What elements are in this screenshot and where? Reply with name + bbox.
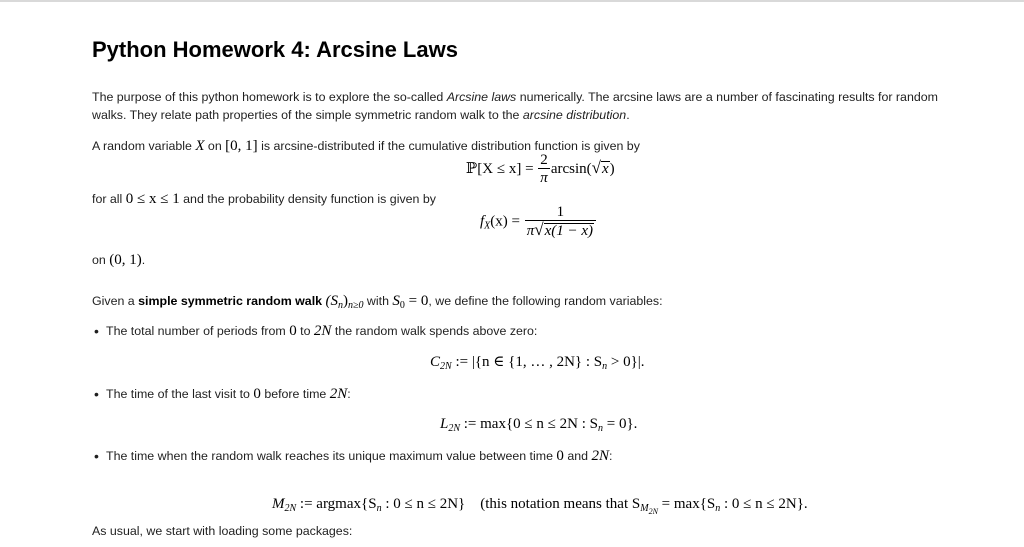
text: Given a xyxy=(92,294,139,308)
c2n-formula xyxy=(430,352,645,372)
intro-text: The purpose of this python homework is to explore the so-called xyxy=(92,90,447,104)
pdf-lhs-rest: (x) = xyxy=(490,213,524,230)
text: before time xyxy=(260,387,330,401)
pi: π xyxy=(526,223,535,239)
math: 2N xyxy=(591,448,609,464)
intro-line-1 xyxy=(92,88,938,106)
text: A random variable xyxy=(92,139,196,153)
intro-text: walks. They relate path properties of the simple symmetric random walk to the xyxy=(92,108,523,122)
list-item xyxy=(94,447,613,465)
sqrt-icon: √ xyxy=(534,220,544,239)
text: with xyxy=(363,294,393,308)
text: : xyxy=(609,449,613,463)
intro-text: . xyxy=(626,108,630,122)
bold-term: simple symmetric random walk xyxy=(138,294,323,308)
seq-sub: n xyxy=(337,300,343,311)
rest: : 0 ≤ n ≤ 2N} xyxy=(381,496,466,512)
sub: M xyxy=(640,503,649,514)
sub: n xyxy=(715,503,721,514)
intro-text: numerically. The arcsine laws are a number of fascinating results for random xyxy=(516,90,938,104)
text: and xyxy=(563,449,592,463)
text: . xyxy=(141,253,146,267)
text: is arcsine-distributed if the cumulative distribution function is given by xyxy=(257,139,640,153)
seq-index: n≥0 xyxy=(347,300,364,311)
text: The time when the random walk reaches its unique maximum value between time xyxy=(106,449,557,463)
math-var-x: X xyxy=(195,138,205,154)
pdf-sub: X xyxy=(484,220,491,232)
close-paren: ) xyxy=(609,160,615,177)
sub: n xyxy=(376,503,382,514)
sub: 2N xyxy=(284,503,297,514)
note: (this notation means that S xyxy=(465,496,641,512)
sqrt-icon: √ xyxy=(591,157,601,177)
for-all-line xyxy=(92,190,436,208)
sym: M xyxy=(272,496,285,512)
arcsin-func: arcsin( xyxy=(550,160,592,177)
seq: (S xyxy=(325,293,338,309)
emphasis-arcsine-laws: Arcsine laws xyxy=(446,90,517,104)
math: 0 xyxy=(289,323,297,339)
sub: 2N xyxy=(448,423,461,434)
note-sub xyxy=(640,503,658,514)
text: The time of the last visit to xyxy=(106,387,254,401)
list-item xyxy=(94,385,351,403)
seq-close: ) xyxy=(342,293,348,309)
s-sub: 0 xyxy=(399,300,405,311)
l2n-formula xyxy=(440,416,637,434)
on-interval-line xyxy=(92,251,145,269)
fraction xyxy=(538,152,550,187)
math-sequence xyxy=(325,293,363,309)
math: 2N xyxy=(313,323,332,339)
sqrt-arg: x xyxy=(601,160,609,177)
sub: 2N xyxy=(440,361,452,372)
sub: n xyxy=(602,361,608,372)
text: on xyxy=(204,139,226,153)
cdf-lhs: ℙ[X ≤ x] = xyxy=(466,160,538,177)
intro-line-2 xyxy=(92,106,630,124)
cdf-formula xyxy=(466,152,615,187)
top-divider xyxy=(0,0,1024,2)
text: the random walk spends above zero: xyxy=(331,324,538,338)
math: 0 xyxy=(556,448,564,464)
text: The total number of periods from xyxy=(106,324,290,338)
bullet-icon: • xyxy=(94,386,99,402)
sqrt-arg: x(1 − x) xyxy=(544,223,594,239)
text: and the probability density function is given by xyxy=(179,192,436,206)
text: on xyxy=(92,253,110,267)
math: 2N xyxy=(329,386,348,402)
sym: C xyxy=(430,354,441,370)
rest: = 0}. xyxy=(602,416,638,432)
bullet-icon: • xyxy=(94,323,99,339)
text: : xyxy=(347,387,351,401)
rest: > 0}|. xyxy=(607,354,645,370)
math-initial xyxy=(392,293,428,309)
rest: := |{n ∈ {1, … , 2N} : S xyxy=(451,354,603,370)
math-range: 0 ≤ x ≤ 1 xyxy=(125,191,180,207)
s: S xyxy=(392,293,400,309)
pdf-f: f xyxy=(480,213,485,230)
math-interval: [0, 1] xyxy=(225,138,258,154)
text: to xyxy=(296,324,314,338)
sym: L xyxy=(440,416,449,432)
sub: n xyxy=(597,423,603,434)
note: = max{S xyxy=(657,496,716,512)
random-walk-line xyxy=(92,292,663,315)
list-item xyxy=(94,322,538,340)
numerator: 1 xyxy=(525,204,596,221)
bullet-icon: • xyxy=(94,448,99,464)
text: for all xyxy=(92,192,126,206)
emphasis-arcsine-distribution: arcsine distribution xyxy=(522,108,627,122)
subsub: 2N xyxy=(648,507,658,516)
rest: := max{0 ≤ n ≤ 2N : S xyxy=(460,416,598,432)
note: : 0 ≤ n ≤ 2N}. xyxy=(720,496,808,512)
denominator xyxy=(525,221,596,240)
rest: := argmax{S xyxy=(296,496,377,512)
pdf-formula xyxy=(480,204,597,240)
denominator: π xyxy=(540,170,548,186)
math: 0 xyxy=(253,386,261,402)
text: , we define the following random variables: xyxy=(428,294,663,308)
numerator: 2 xyxy=(538,152,550,169)
page-title: Python Homework 4: Arcsine Laws xyxy=(92,37,458,62)
closing-line: As usual, we start with loading some packages: xyxy=(92,524,353,538)
fraction xyxy=(525,204,596,240)
math-interval: (0, 1) xyxy=(109,252,142,268)
s-rest: = 0 xyxy=(404,293,429,309)
